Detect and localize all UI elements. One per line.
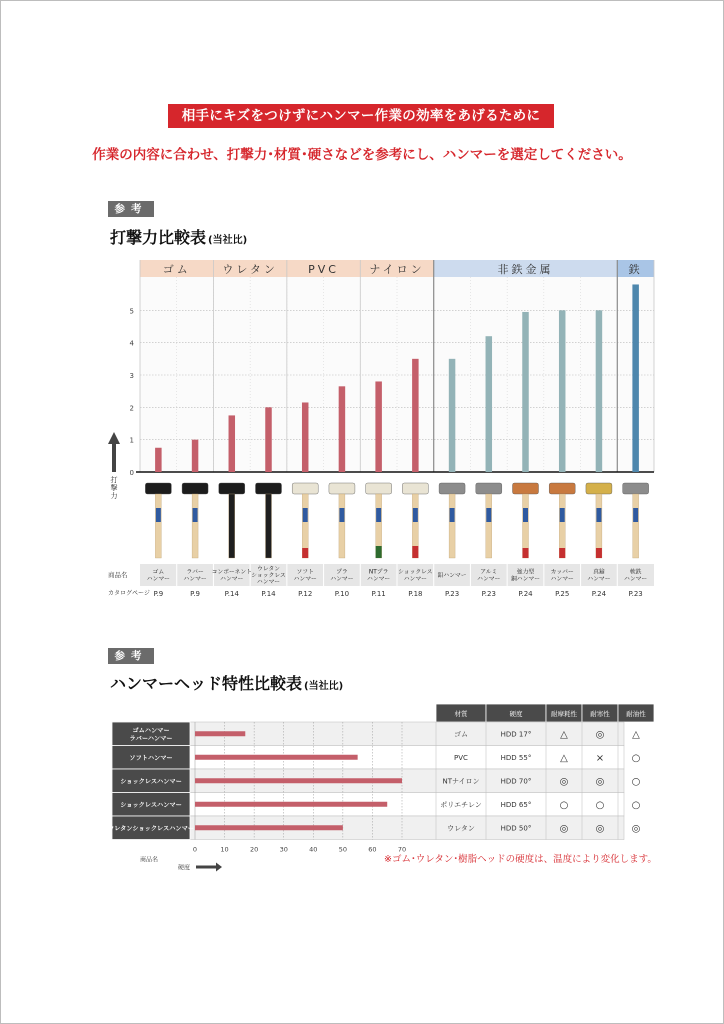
- chart2-table-header: 耐油性: [626, 710, 646, 718]
- chart2-bar: [195, 778, 402, 783]
- chart1-x-tick-label: プラハンマー: [330, 569, 354, 583]
- chart1-x-tick-label: ウレタンショックレスハンマー: [251, 566, 286, 586]
- header-banner: 相手にキズをつけずにハンマー作業の効率をあげるために: [168, 104, 554, 128]
- chart2-bar: [195, 731, 245, 736]
- hammer-icon: [513, 483, 539, 558]
- chart1-page-label: P.9: [153, 590, 164, 598]
- hammer-icon: [366, 483, 392, 558]
- chart1-plot-area: [140, 260, 654, 472]
- hammer-head-chart: [0, 700, 724, 872]
- hammer-icon: [549, 483, 575, 558]
- hammer-icon: [292, 483, 318, 558]
- chart2-x-tick: 50: [338, 845, 347, 854]
- chart1-bar: [265, 407, 272, 472]
- chart2-table-cell: ◎: [595, 776, 605, 788]
- chart1-bar: [412, 359, 419, 472]
- chart2-bar: [195, 755, 358, 760]
- chart1-page-label: P.23: [628, 590, 643, 598]
- chart2-table-cell: ◎: [559, 776, 569, 788]
- reference-tag-2: 参考: [108, 648, 154, 664]
- chart2-title: [110, 671, 343, 694]
- chart2-table-cell: ウレタン: [447, 824, 475, 833]
- chart1-bar: [339, 386, 346, 472]
- chart2-table-cell: HDD 70°: [500, 777, 532, 786]
- chart1-y-arrow-icon: [108, 432, 120, 472]
- hammer-icon: [145, 483, 171, 558]
- chart2-x-tick: 60: [368, 845, 377, 854]
- chart1-x-tick-label: アルミハンマー: [477, 569, 501, 583]
- hammer-icon: [586, 483, 612, 558]
- chart1-page-label: P.23: [481, 590, 496, 598]
- chart1-x-tick-label: カッパーハンマー: [550, 569, 574, 583]
- chart1-bar: [375, 381, 382, 472]
- chart1-bar: [559, 310, 566, 472]
- chart1-bar: [596, 310, 603, 472]
- chart2-x-tick: 30: [279, 845, 288, 854]
- chart1-y-label: 打撃力: [110, 476, 118, 500]
- chart1-x-tick-label: 強力型銅ハンマー: [511, 569, 540, 583]
- chart2-x-label: 硬度: [178, 864, 191, 872]
- chart1-bar: [192, 440, 199, 472]
- chart1-bar: [632, 284, 639, 472]
- chart1-x-tick-label: ショックレスハンマー: [398, 569, 433, 583]
- chart2-table-cell: ○: [631, 799, 641, 811]
- chart1-y-tick: 0: [129, 469, 134, 477]
- chart1-x-tick-label: 真鍮ハンマー: [587, 569, 611, 583]
- chart2-table-header: 材質: [454, 710, 468, 718]
- chart2-table-cell: HDD 65°: [500, 800, 532, 809]
- chart1-x-tick-label: ラバーハンマー: [183, 569, 207, 583]
- chart2-table-cell: HDD 50°: [500, 824, 532, 833]
- chart1-page-label: P.25: [555, 590, 570, 598]
- chart1-x-tick-label: コンポーネントハンマー: [211, 569, 252, 583]
- chart1-group-label: ナイロン: [369, 263, 425, 276]
- chart2-table-cell: ○: [631, 752, 641, 764]
- chart2-table-header: 硬度: [509, 710, 523, 718]
- chart1-x-tick-label: NTプラハンマー: [367, 569, 391, 583]
- chart1-bar: [229, 415, 236, 472]
- hammer-icon: [623, 483, 649, 558]
- chart2-x-tick: 70: [397, 845, 407, 854]
- chart1-page-label: P.23: [444, 590, 460, 598]
- chart1-x-tick-label: ゴムハンマー: [146, 569, 170, 583]
- chart1-bar: [522, 312, 529, 472]
- chart1-page-label: P.10: [334, 590, 350, 598]
- chart1-group-label: 非鉄金属: [497, 263, 554, 276]
- chart2-x-tick: 10: [220, 845, 229, 854]
- chart1-page-label: P.12: [298, 590, 313, 598]
- chart2-table-header: 耐摩耗性: [551, 710, 577, 718]
- chart1-bar: [302, 402, 309, 472]
- chart1-page-label: P.24: [518, 590, 533, 598]
- chart1-y-tick: 1: [129, 436, 134, 445]
- chart2-category-label: ショックレスハンマー: [120, 801, 182, 809]
- chart2-table-cell: PVC: [454, 753, 468, 762]
- chart2-x-tick: 20: [250, 845, 259, 854]
- chart1-x-tick-label: ソフトハンマー: [293, 569, 317, 583]
- chart1-page-label: P.9: [190, 590, 200, 598]
- hammer-icon: [476, 483, 502, 558]
- reference-tag: 参考: [108, 201, 154, 217]
- chart2-x-tick: 40: [309, 845, 318, 854]
- chart2-table-cell: △: [632, 729, 640, 741]
- footnote: ※ゴム･ウレタン･樹脂ヘッドの硬度は、温度により変化します。: [384, 854, 657, 865]
- chart2-row-label-name: 商品名: [140, 856, 159, 864]
- chart2-table-cell: HDD 17°: [500, 730, 532, 739]
- chart2-category-label: ショックレスハンマー: [120, 778, 182, 786]
- chart2-table-cell: ○: [595, 799, 605, 811]
- chart1-group-label: ゴム: [162, 263, 191, 276]
- chart2-table-cell: ポリエチレン: [440, 800, 482, 809]
- chart1-page-label: P.24: [591, 590, 607, 598]
- chart1-x-tick-label: 軟鉄ハンマー: [624, 569, 648, 583]
- chart2-category-label: ゴムハンマーラバーハンマー: [129, 727, 173, 743]
- chart2-category-label: ウレタンショックレスハンマー: [108, 825, 194, 833]
- chart2-table-cell: ◎: [559, 823, 569, 835]
- chart2-x-tick: 0: [192, 845, 198, 854]
- chart1-bar: [449, 359, 456, 472]
- chart1-bar: [486, 336, 493, 472]
- hammer-icon: [329, 483, 355, 558]
- chart1-y-tick: 4: [129, 339, 134, 348]
- chart2-bar: [195, 802, 387, 807]
- chart1-y-tick: 3: [129, 372, 134, 380]
- chart1-page-label: P.18: [408, 590, 423, 598]
- impact-force-chart: [0, 250, 724, 610]
- chart2-title-note: (当社比): [304, 681, 344, 692]
- chart1-title-note: (当社比): [208, 235, 248, 246]
- chart2-table-cell: ゴム: [454, 730, 468, 739]
- header-subtitle: 作業の内容に合わせ、打撃力･材質･硬さなどを参考にし、ハンマーを選定してください。: [92, 147, 632, 163]
- chart1-title: [110, 225, 247, 248]
- hammer-icon: [219, 483, 245, 558]
- chart2-table-cell: ◎: [631, 823, 641, 835]
- chart2-table-cell: ×: [595, 752, 605, 764]
- chart2-table-cell: △: [560, 752, 568, 764]
- chart2-table-cell: ○: [559, 799, 569, 811]
- hammer-icon: [182, 483, 208, 558]
- chart1-y-tick: 2: [129, 404, 134, 413]
- chart1-x-tick-label: 鉛ハンマー: [437, 573, 467, 579]
- chart1-page-label: P.14: [261, 590, 276, 598]
- chart2-table-header: 耐寒性: [590, 710, 610, 718]
- chart2-table-cell: HDD 55°: [500, 753, 532, 762]
- chart2-category-label: ソフトハンマー: [129, 754, 173, 762]
- chart2-table-cell: △: [560, 729, 568, 741]
- chart1-title-text: 打撃力比較表: [110, 228, 207, 247]
- chart2-title-text: ハンマーヘッド特性比較表: [110, 674, 303, 693]
- hammer-icon: [256, 483, 282, 558]
- chart1-group-label: ウレタン: [222, 263, 278, 276]
- chart2-bar: [195, 825, 343, 830]
- chart1-y-tick: 5: [129, 307, 134, 316]
- chart1-group-label: 鉄: [628, 263, 643, 276]
- chart2-table-cell: ◎: [595, 729, 605, 741]
- chart1-group-label: PVC: [308, 263, 339, 276]
- chart1-page-label: P.11: [371, 590, 386, 598]
- hammer-icon: [402, 483, 428, 558]
- chart2-table-cell: NTナイロン: [442, 777, 480, 786]
- chart2-table-cell: ○: [631, 776, 641, 788]
- chart1-page-label: P.14: [224, 590, 239, 598]
- chart1-bar: [155, 448, 162, 472]
- hammer-icon: [439, 483, 465, 558]
- chart2-table-cell: ◎: [595, 823, 605, 835]
- chart1-row-label-name: 商品名: [108, 571, 128, 579]
- chart1-row-label-page: カタログページ: [108, 590, 150, 597]
